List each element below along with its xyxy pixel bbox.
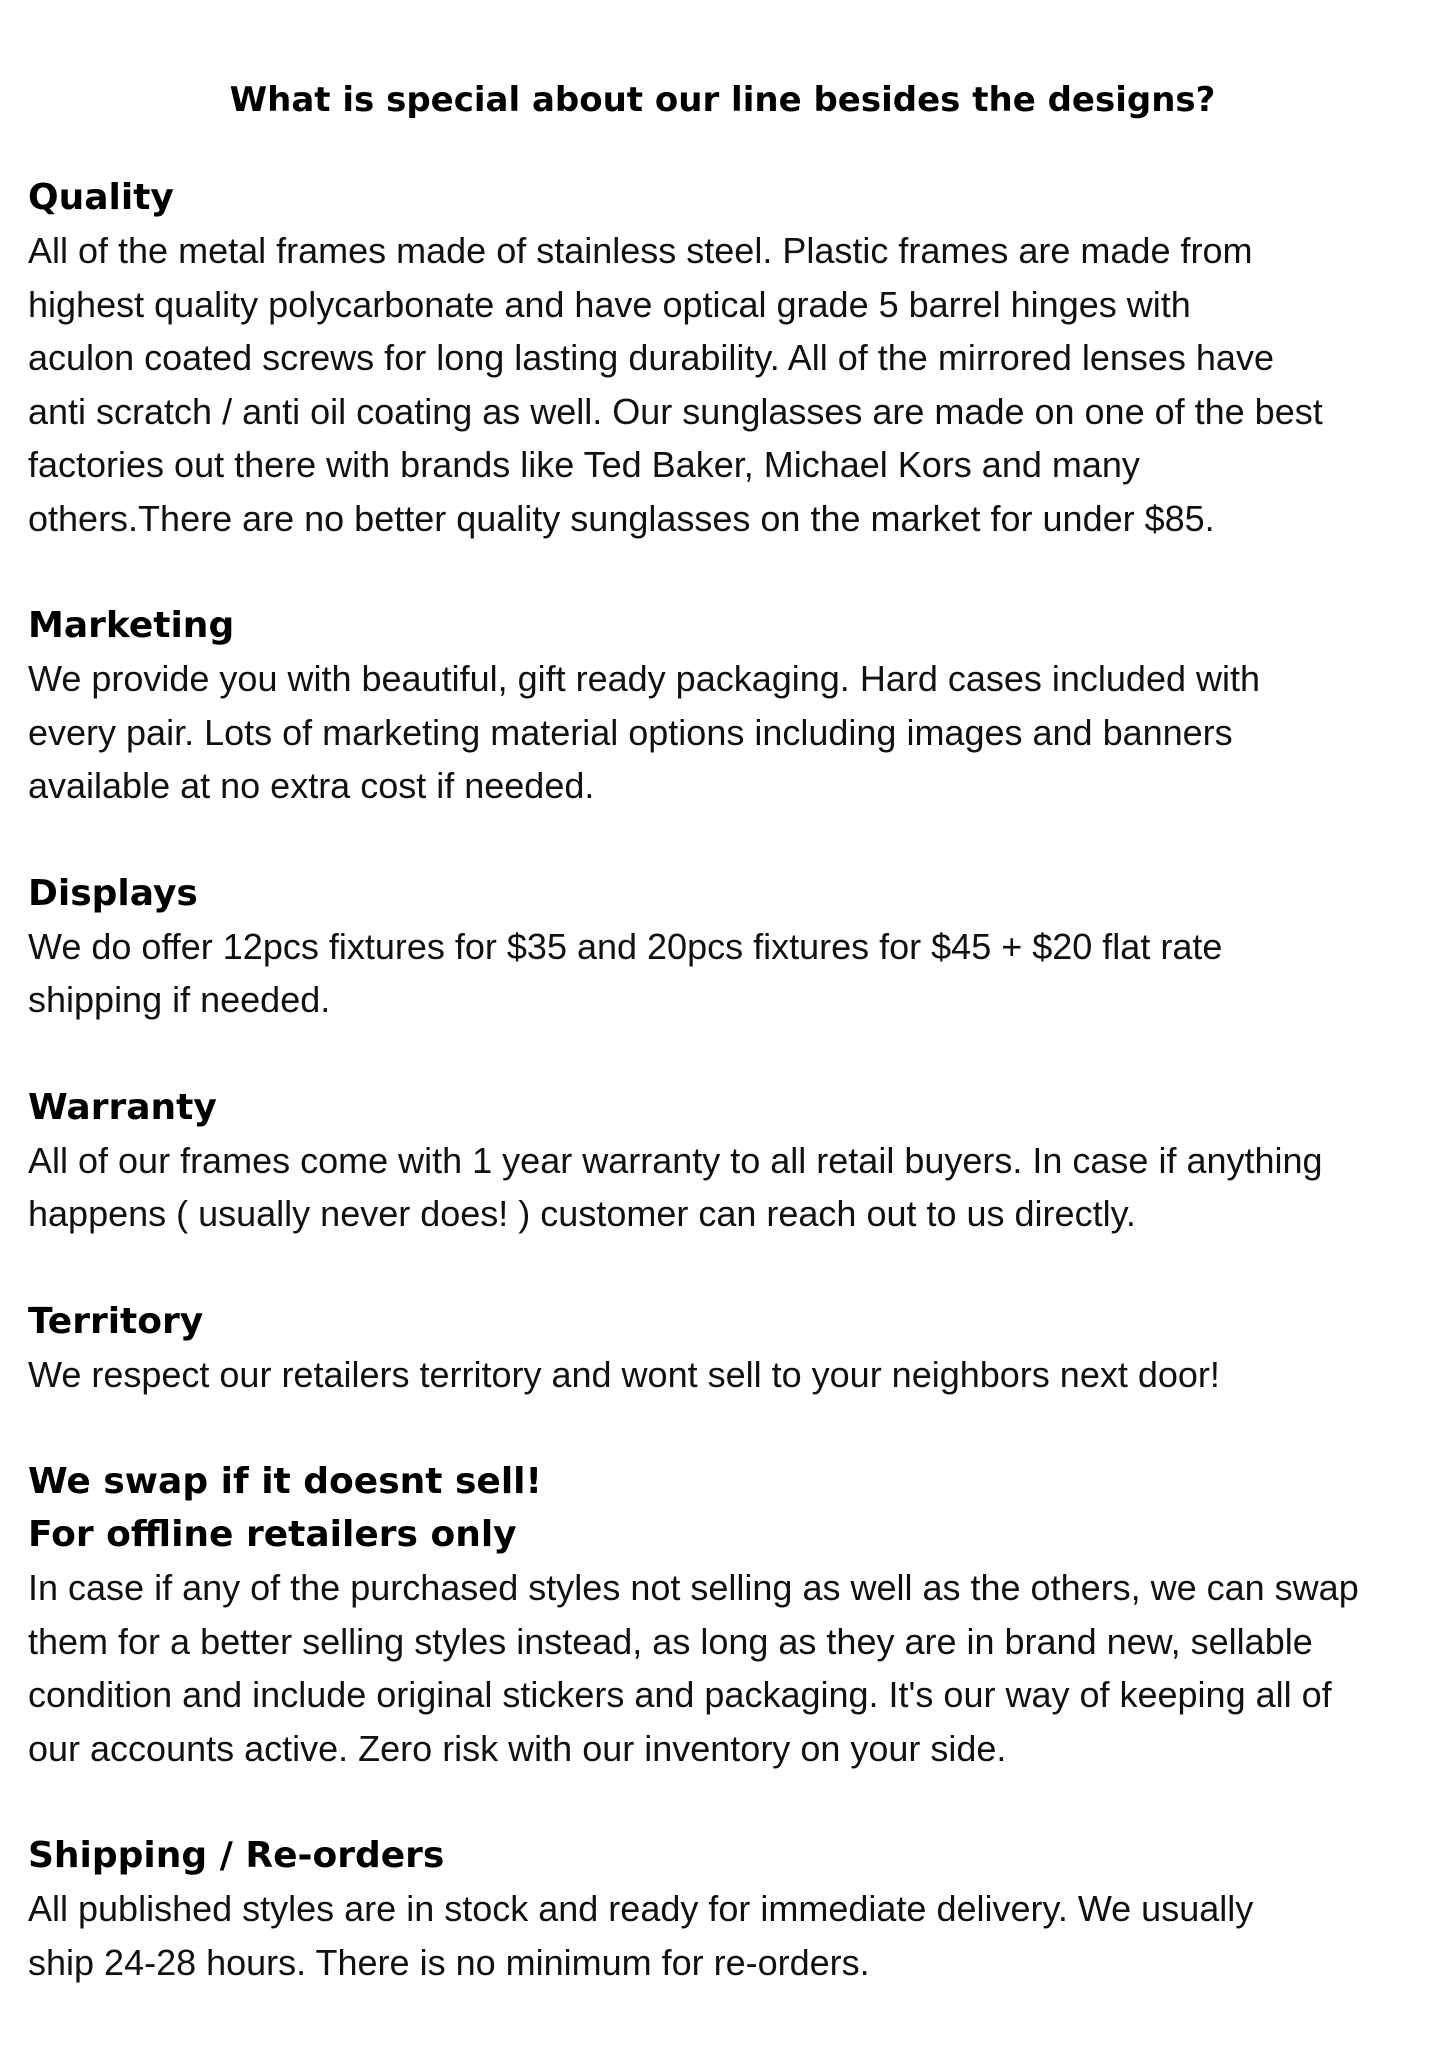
body-line: In case if any of the purchased styles not selling as well as the others, we can swap xyxy=(28,1567,1359,1608)
section-heading-swap: We swap if it doesnt sell! xyxy=(28,1461,542,1502)
body-line: happens ( usually never does! ) customer can reach out to us directly. xyxy=(28,1193,1136,1234)
section-shipping xyxy=(28,1829,1417,1989)
section-warranty xyxy=(28,1081,1417,1241)
body-line: our accounts active. Zero risk with our inventory on your side. xyxy=(28,1727,1007,1769)
body-line: We respect our retailers territory and wont sell to your neighbors next door! xyxy=(28,1353,1220,1395)
body-line: aculon coated screws for long lasting durability. All of the mirrored lenses have xyxy=(28,337,1274,378)
section-heading-shipping: Shipping / Re-orders xyxy=(28,1835,445,1876)
body-line: All published styles are in stock and ready for immediate delivery. We usually xyxy=(28,1888,1254,1929)
body-line: others.There are no better quality sunglasses on the market for under $85. xyxy=(28,497,1215,539)
body-line: anti scratch / anti oil coating as well. Our sunglasses are made on one of the best xyxy=(28,390,1323,432)
body-line: every pair. Lots of marketing material options including images and banners xyxy=(28,711,1233,753)
section-subheading-swap: For offline retailers only xyxy=(28,1514,517,1555)
section-body-warranty xyxy=(28,1134,1417,1241)
body-line: factories out there with brands like Ted Baker, Michael Kors and many xyxy=(28,444,1140,485)
section-body-marketing xyxy=(28,652,1417,813)
body-line: condition and include original stickers and packaging. It's our way of keeping all of xyxy=(28,1674,1332,1715)
section-body-territory xyxy=(28,1348,1417,1402)
section-marketing xyxy=(28,599,1417,813)
body-line: highest quality polycarbonate and have optical grade 5 barrel hinges with xyxy=(28,283,1191,325)
section-territory xyxy=(28,1295,1417,1402)
section-heading-quality: Quality xyxy=(28,177,174,218)
body-line: shipping if needed. xyxy=(28,979,331,1020)
section-displays xyxy=(28,867,1417,1027)
body-line: them for a better selling styles instead, as long as they are in brand new, sellable xyxy=(28,1620,1313,1662)
section-quality xyxy=(28,171,1417,545)
section-body-shipping xyxy=(28,1882,1417,1989)
section-body-displays xyxy=(28,920,1417,1027)
section-heading-displays: Displays xyxy=(28,872,198,914)
section-swap xyxy=(28,1455,1417,1775)
section-heading-territory: Territory xyxy=(28,1300,204,1342)
section-heading-warranty: Warranty xyxy=(28,1086,217,1128)
body-line: ship 24-28 hours. There is no minimum for re-orders. xyxy=(28,1941,870,1983)
body-line: available at no extra cost if needed. xyxy=(28,765,595,806)
body-line: We provide you with beautiful, gift ready packaging. Hard cases included with xyxy=(28,658,1261,699)
body-line: We do offer 12pcs fixtures for $35 and 20pcs fixtures for $45 + $20 flat rate xyxy=(28,925,1223,967)
body-line: All of our frames come with 1 year warranty to all retail buyers. In case if anything xyxy=(28,1139,1323,1181)
section-body-quality xyxy=(28,224,1417,545)
section-heading-marketing: Marketing xyxy=(28,605,235,646)
body-line: All of the metal frames made of stainless steel. Plastic frames are made from xyxy=(28,230,1253,271)
section-body-swap xyxy=(28,1561,1417,1775)
page-title: What is special about our line besides the designs? xyxy=(229,80,1216,120)
